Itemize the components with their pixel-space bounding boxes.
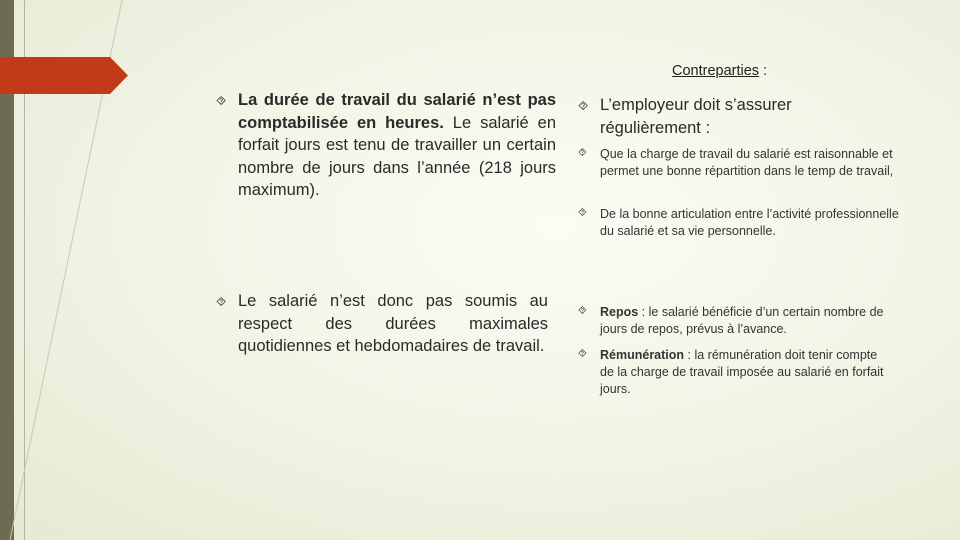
left-bullet-1-text <box>238 89 556 202</box>
right-bullet-3-text <box>600 304 910 338</box>
right-bullet-4-text <box>600 347 890 398</box>
accent-tab <box>0 57 128 94</box>
diamond-arrow-icon: ⯑ <box>578 147 587 159</box>
right-bullet-1-rest: Que la charge de travail du salarié est raisonnable et permet une bonne répartition dans le temp de travail, <box>600 147 894 178</box>
right-intro-text: L’employeur doit s’assurer régulièrement : <box>600 96 792 137</box>
right-bullet-2-rest: De la bonne articulation entre l’activité professionnelle du salarié et sa vie personnelle. <box>600 207 899 238</box>
right-bullet-4-lead: Rémunération <box>600 348 685 362</box>
diamond-arrow-icon: ⯑ <box>578 98 589 113</box>
diamond-arrow-icon: ⯑ <box>216 294 227 309</box>
diamond-arrow-icon: ⯑ <box>216 93 227 108</box>
left-bullet-1-rest: Le salarié en forfait jours est tenu de travailler un certain nombre de jours dans l’année (218 jours maximum). <box>238 113 556 200</box>
diamond-arrow-icon: ⯑ <box>578 348 587 360</box>
heading-suffix: : <box>759 63 768 79</box>
right-bullet-4 <box>578 347 890 398</box>
heading-label: Contreparties <box>672 63 760 79</box>
right-bullet-3 <box>578 304 910 338</box>
left-bullet-1 <box>216 89 556 202</box>
left-bullet-1-lead: La durée de travail du salarié n’est pas comptabilisée en heures. <box>238 91 556 132</box>
right-bullet-1-text <box>600 146 900 180</box>
right-bullet-3-lead: Repos <box>600 305 639 319</box>
right-bullet-2-text <box>600 206 905 240</box>
left-bullet-2 <box>216 290 548 358</box>
left-bullet-2-text <box>238 290 548 358</box>
right-intro <box>578 94 850 139</box>
heading-contreparties <box>672 63 767 79</box>
diamond-arrow-icon: ⯑ <box>578 305 587 317</box>
right-bullet-1 <box>578 146 900 180</box>
right-bullet-3-rest: : le salarié bénéficie d’un certain nombre de jours de repos, prévus à l’avance. <box>600 305 884 336</box>
right-bullet-2 <box>578 206 905 240</box>
diamond-arrow-icon: ⯑ <box>578 207 587 219</box>
left-bullet-2-rest: Le salarié n’est donc pas soumis au respect des durées maximales quotidiennes et hebdomadaires de travail. <box>238 292 548 356</box>
right-bullet-4-rest: : la rémunération doit tenir compte de la charge de travail imposée au salarié en forfait jours. <box>600 348 884 396</box>
